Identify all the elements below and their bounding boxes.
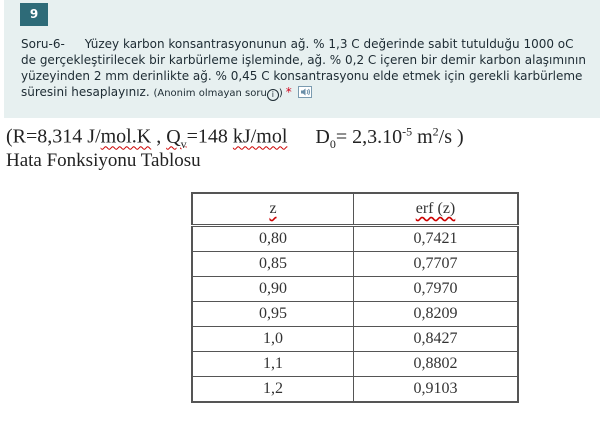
question-text — [21, 36, 591, 102]
q-symbol: $Q_v$ — [166, 125, 187, 151]
question-header — [4, 0, 600, 118]
erf-cell: 0,9103 — [354, 377, 519, 403]
header-erf: erf (z) — [354, 193, 519, 226]
z-cell: 0,85 — [192, 252, 354, 277]
erf-cell: 0,7707 — [354, 252, 519, 277]
erf-cell: 0,8802 — [354, 352, 519, 377]
z-cell: 1,1 — [192, 352, 354, 377]
erf-cell: 0,7421 — [354, 226, 519, 252]
erf-cell: 0,7970 — [354, 277, 519, 302]
info-icon[interactable]: i — [267, 89, 279, 101]
question-body: Yüzey karbon konsantrasyonunun ağ. % 1,3 C değerinde sabit tutulduğu 1000 oC de gerçekleştirilecek bir karbürleme işleminde, ağ. % 0,2 C içeren bir demir karbon alaşımının yüzeyinden 2 mm derinlikte ağ. % 0,45 C konsantrasyonu elde etmek için gerekli karbürleme süresini hesaplayınız. — [21, 37, 586, 99]
z-cell: 1,2 — [192, 377, 354, 403]
speaker-icon[interactable] — [298, 86, 312, 98]
table-row — [192, 327, 518, 352]
question-number-badge: 9 — [20, 3, 48, 26]
anonymous-note: (Anonim olmayan soru i ) — [153, 88, 283, 99]
erf-cell: 0,8427 — [354, 327, 519, 352]
table-row — [192, 377, 518, 403]
table-row — [192, 226, 518, 252]
question-label: Soru-6- — [21, 37, 65, 51]
z-cell: 0,90 — [192, 277, 354, 302]
table-header-row — [192, 193, 518, 226]
constants-line: (R=8,314 J/mol.K , $Q_v=148$ kJ/mol $D_0= 2,3.10^{-5}$ $m^2/s$ ) — [6, 124, 464, 151]
error-function-table — [191, 192, 519, 403]
z-cell: 0,95 — [192, 302, 354, 327]
table-row — [192, 302, 518, 327]
z-cell: 0,80 — [192, 226, 354, 252]
table-title: Hata Fonksiyonu Tablosu — [6, 150, 201, 171]
erf-cell: 0,8209 — [354, 302, 519, 327]
z-cell: 1,0 — [192, 327, 354, 352]
table-row — [192, 277, 518, 302]
r-unit: mol.K — [100, 125, 152, 148]
d-constant: $D_0= 2,3.10^{-5}$ $m^2/s$ ) — [315, 124, 464, 151]
q-unit: kJ/mol — [232, 125, 288, 148]
table-row — [192, 352, 518, 377]
required-asterisk: * — [285, 85, 292, 99]
table-row — [192, 252, 518, 277]
header-z: z — [192, 193, 354, 226]
